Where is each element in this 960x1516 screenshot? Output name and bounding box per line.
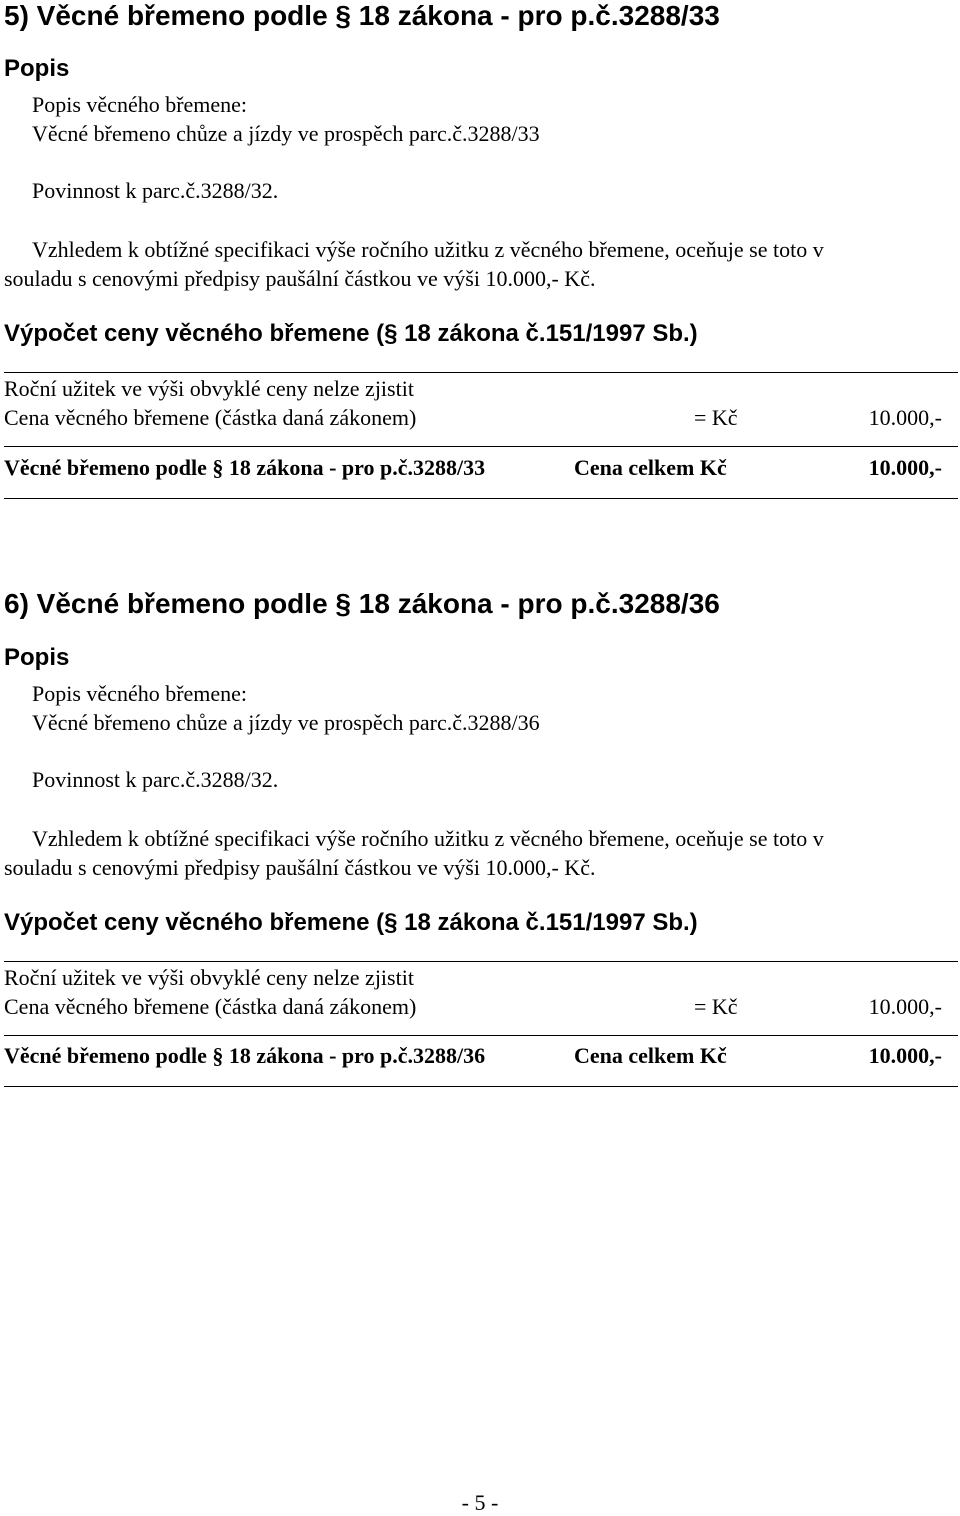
popis-caption: Popis věcného břemene: [32,92,248,117]
total-mid: Cena celkem Kč [574,1043,727,1068]
divider [4,1086,958,1087]
popis-label: Popis [4,644,70,671]
total-label: Věcné břemeno podle § 18 zákona - pro p.č.3288/33 [4,455,486,480]
paragraph-line-2: souladu s cenovými předpisy paušální částkou ve výši 10.000,- Kč. [4,855,596,880]
divider [4,498,958,499]
cena-value: 10.000,- [868,405,942,430]
divider [4,446,958,447]
popis-line: Věcné břemeno chůze a jízdy ve prospěch parc.č.3288/33 [32,121,540,146]
page-number: - 5 - [461,1490,499,1515]
vypocet-heading: Výpočet ceny věcného břemene (§ 18 zákona č.151/1997 Sb.) [4,320,698,347]
section-heading: 6) Věcné břemeno podle § 18 zákona - pro p.č.3288/36 [4,588,720,619]
total-value: 10.000,- [868,1043,942,1068]
popis-caption: Popis věcného břemene: [32,681,248,706]
divider [4,1035,958,1036]
paragraph-line-2: souladu s cenovými předpisy paušální částkou ve výši 10.000,- Kč. [4,266,596,291]
paragraph-line-1: Vzhledem k obtížné specifikaci výše ročního užitku z věcného břemene, oceňuje se toto v [32,237,824,262]
rocni-uzitek-text: Roční užitek ve výši obvyklé ceny nelze zjistit [4,965,414,990]
paragraph-line-1: Vzhledem k obtížné specifikaci výše ročního užitku z věcného břemene, oceňuje se toto v [32,826,824,851]
cena-value: 10.000,- [868,994,942,1019]
cena-label: Cena věcného břemene (částka daná zákonem) [4,405,417,430]
popis-line: Věcné břemeno chůze a jízdy ve prospěch parc.č.3288/36 [32,710,540,735]
divider [4,372,958,373]
povinnost-text: Povinnost k parc.č.3288/32. [32,178,279,203]
cena-eq: = Kč [694,405,738,430]
total-value: 10.000,- [868,455,942,480]
vypocet-heading: Výpočet ceny věcného břemene (§ 18 zákona č.151/1997 Sb.) [4,909,698,936]
cena-eq: = Kč [694,994,738,1019]
total-mid: Cena celkem Kč [574,455,727,480]
povinnost-text: Povinnost k parc.č.3288/32. [32,767,279,792]
rocni-uzitek-text: Roční užitek ve výši obvyklé ceny nelze zjistit [4,376,414,401]
divider [4,961,958,962]
cena-label: Cena věcného břemene (částka daná zákonem) [4,994,417,1019]
total-label: Věcné břemeno podle § 18 zákona - pro p.č.3288/36 [4,1043,486,1068]
popis-label: Popis [4,55,70,82]
section-heading: 5) Věcné břemeno podle § 18 zákona - pro p.č.3288/33 [4,0,720,31]
